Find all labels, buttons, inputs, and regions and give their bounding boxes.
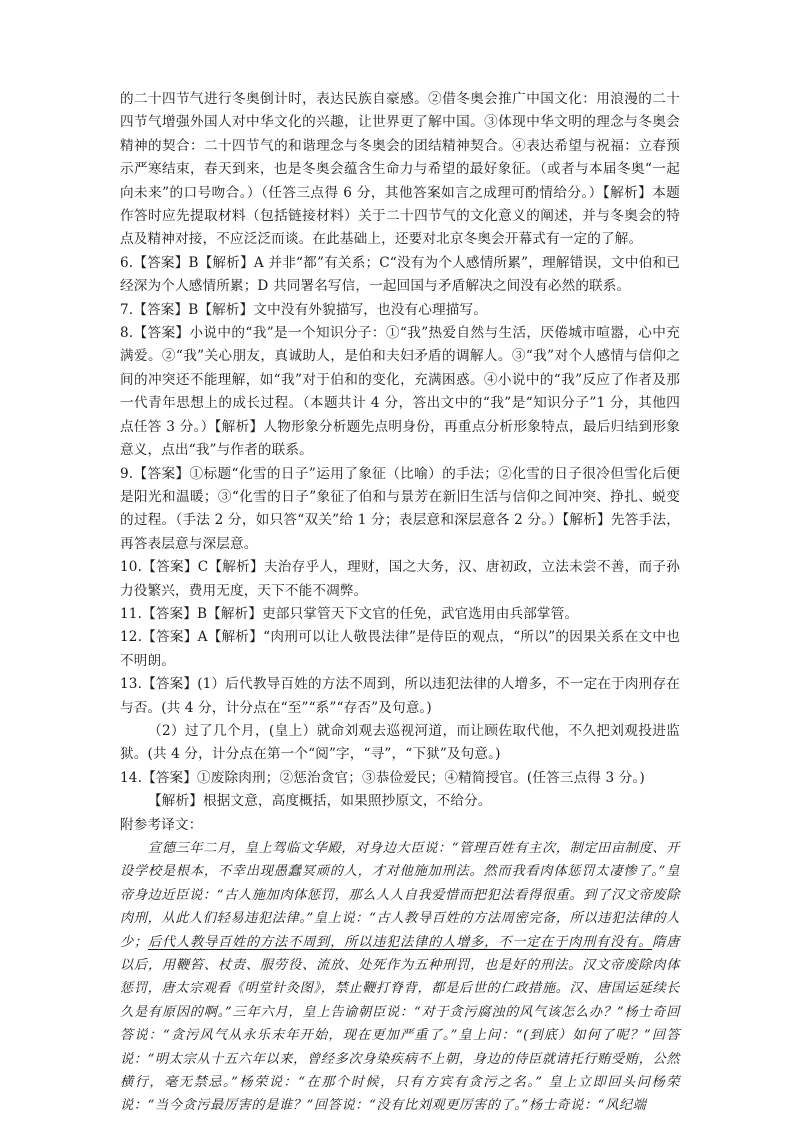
answer-10: 10.【答案】C【解析】夫治存乎人，理财，国之大务，汉、唐初政，立法未尝不善，而子孙力役繁兴，费用无度，天下不能不凋弊。	[120, 559, 680, 599]
answer-11: 11.【答案】B【解析】吏部只掌管天下文官的任免，武官选用由兵部掌管。	[120, 605, 579, 622]
answer-6: 6.【答案】B【解析】A 并非“都”有关系；C“没有为个人感情所累”，理解错误，文中伯和已经深为个人感情所累；D 共同署名写信，一起回国与矛盾解决之间没有必然的联系。	[120, 254, 680, 295]
translation-text-continued: 隋唐以后，用鞭笞、杖责、服劳役、流放、处死作为五种刑罚，也是好的刑法。汉文帝废除肉体惩罚，唐太宗观看《明堂针灸图》，禁止鞭打脊背，都是后世的仁政措施。汉、唐国运延续长久是有原因的啊。”三年六月，皇上告谕朝臣说：“对于贪污腐浊的风气该怎么办？”杨士奇回答说：“贪污风气从永乐末年开始，现在更加严重了。”皇上问：“(到底）如何了呢？”回答说：“明太宗从十五六年以来，曾经多次身染疾病不上朝，身边的侍臣就请托行贿受贿，公然横行，毫无禁忌。”杨荣说：“在那个时候，只有方宾有贪污之名。” 皇上立即回头问杨荣说：“当今贪污最厉害的是谁？”回答说：“没有比刘观更厉害的了。”杨士奇说：“风纪端	[120, 934, 680, 1114]
answer-12: 12.【答案】A【解析】“肉刑可以让人敬畏法律”是侍臣的观点，“所以”的因果关系在文中也不明朗。	[120, 629, 680, 669]
reference-translation	[120, 837, 680, 1118]
answer-13-part-1: 13.【答案】(1）后代教导百姓的方法不周到，所以违犯法律的人增多，不一定在于肉刑存在与否。(共 4 分，计分点在“至”“系”“存否”及句意。)	[120, 676, 680, 716]
answer-5-continued: 的二十四节气进行冬奥倒计时，表达民族自豪感。②借冬奥会推广中国文化：用浪漫的二十四节气增强外国人对中华文化的兴趣，让世界更了解中国。③体现中华文明的理念与冬奥会精神的契合：二十四节气的和谐理念与冬奥会的团结精神契合。④表达希望与祝福：立春预示严寒结束，春天到来，也是冬奥会蕴含生命力与希望的最好象征。（或者与本届冬奥“一起向未来”的口号吻合。）（任答三点得 6 分，其他答案如言之成理可酌情给分。）【解析】本题作答时应先提取材料（包括链接材料）关于二十四节气的文化意义的阐述，并与冬奥会的特点及精神对接，不应泛泛而谈。在此基础上，还要对北京冬奥会开幕式有一定的了解。	[120, 91, 680, 248]
translation-underlined-sentence: 后代人教导百姓的方法不周到，所以违犯法律的人增多，不一定在于肉刑有没有。	[147, 934, 653, 950]
answer-14-analysis: 【解析】根据文意，高度概括，如果照抄原文，不给分。	[148, 793, 492, 810]
answer-14: 14.【答案】①废除肉刑；②惩治贪官；③恭俭爱民；④精简授官。(任答三点得 3 分。)	[120, 769, 645, 786]
answer-7: 7.【答案】B【解析】文中没有外貌描写，也没有心理描写。	[120, 301, 488, 318]
answer-8: 8.【答案】小说中的“我”是一个知识分子：①“我”热爱自然与生活，厌倦城市喧嚣，心中充满爱。②“我”关心朋友，真诚助人，是伯和夫妇矛盾的调解人。③“我”对个人感情与信仰之间的冲突还不能理解，如“我”对于伯和的变化，充满困惑。④小说中的“我”反应了作者及那一代青年思想上的成长过程。（本题共计 4 分，答出文中的“我”是“知识分子”1 分，其他四点任答 3 分。）【解析】人物形象分析题先点明身份，再重点分析形象特点，最后归结到形象意义，点出“我”与作者的联系。	[120, 325, 680, 459]
translation-heading: 附参考译文：	[120, 816, 203, 833]
page-content	[120, 88, 680, 1118]
translation-text: 宣德三年二月，皇上驾临文华殿，对身边大臣说：“管理百姓有主次，制定田亩制度、开设学校是根本，不幸出现愚蠢冥顽的人，才对他施加刑法。然而我看肉体惩罚太凄惨了。”皇帝身边近臣说：“古人施加肉体惩罚，那么人人自我爱惜而把犯法看得很重。到了汉文帝废除肉刑，从此人们轻易违犯法律。”皇上说：“古人教导百姓的方法周密完备，所以违犯法律的人少；	[120, 841, 680, 950]
answer-13-part-2: （2）过了几个月，(皇上）就命刘观去巡视河道，而让顾佐取代他，不久把刘观投进监狱。(共 4 分，计分点在第一个“阅”字，“寻”，“下狱”及句意。)	[120, 722, 680, 763]
answer-9: 9.【答案】①标题“化雪的日子”运用了象征（比喻）的手法；②化雪的日子很冷但雪化后便是阳光和温暖；③“化雪的日子”象征了伯和与景芳在新旧生活与信仰之间冲突、挣扎、蜕变的过程。（手法 2 分，如只答“双关”给 1 分；表层意和深层意各 2 分。）【解析】先答手法，再答表层意与深层意。	[120, 465, 680, 552]
